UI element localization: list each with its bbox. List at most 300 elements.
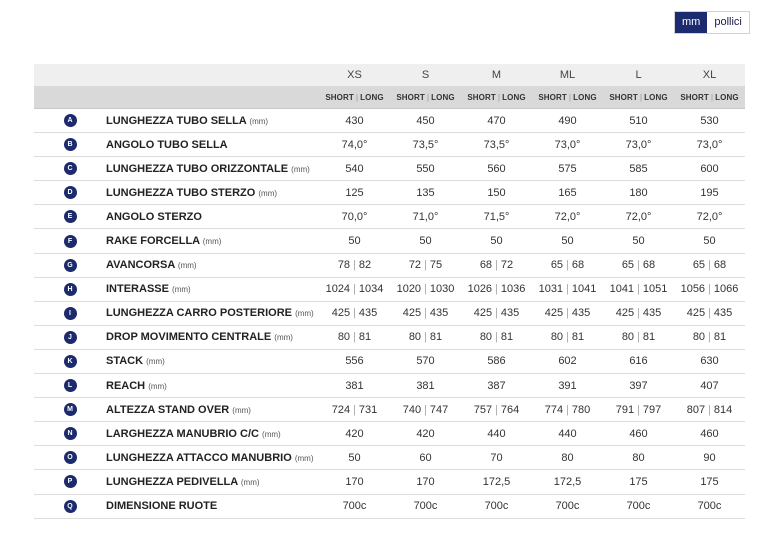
value-cell: 170 (345, 475, 364, 488)
value-cell: 165 (558, 186, 577, 199)
row-label (106, 259, 319, 271)
separator: | (566, 283, 569, 296)
separator: | (495, 307, 498, 320)
value-short: 724 (331, 403, 351, 416)
value-cell: 585 (629, 162, 648, 175)
unit-mm-button[interactable]: mm (675, 12, 707, 33)
value-cell (319, 259, 390, 271)
row-letter-cell (34, 210, 106, 223)
size-header-ml: ML (559, 69, 576, 81)
table-row (34, 278, 745, 302)
value-cell: 73,0° (696, 138, 723, 151)
value-cell: 616 (629, 355, 648, 368)
row-label-text: DROP MOVIMENTO CENTRALE (106, 331, 272, 344)
separator: | (708, 331, 711, 344)
row-letter-cell (34, 451, 106, 464)
value-cell: 195 (700, 186, 719, 199)
value-short: 791 (615, 403, 635, 416)
row-label (106, 428, 319, 440)
row-letter-badge: P (64, 475, 77, 488)
separator: | (497, 92, 501, 102)
value-cell: 540 (345, 162, 364, 175)
value-cell (461, 307, 532, 319)
value-long: 747 (429, 403, 449, 416)
row-unit: (mm) (232, 405, 251, 415)
row-label-text: STACK (106, 355, 144, 368)
value-cell: 73,0° (554, 138, 581, 151)
value-short: 1020 (396, 283, 422, 296)
row-label (106, 380, 319, 392)
value-cell: 387 (487, 379, 506, 392)
value-cell (532, 404, 603, 416)
row-label (106, 476, 319, 488)
value-cell: 70,0° (341, 210, 368, 223)
size-header-xs: XS (347, 69, 362, 81)
row-letter-badge: N (64, 427, 77, 440)
value-cell: 700c (413, 500, 438, 513)
row-label-text: LUNGHEZZA CARRO POSTERIORE (106, 307, 292, 320)
value-cell: 381 (345, 379, 364, 392)
table-row (34, 495, 745, 519)
row-unit: (mm) (240, 477, 260, 487)
separator: | (710, 92, 714, 102)
value-cell: 450 (416, 114, 435, 127)
row-values (319, 211, 745, 223)
value-cell: 72,0° (625, 210, 652, 223)
row-values (319, 331, 745, 343)
value-cell: 440 (487, 427, 506, 440)
geometry-table (34, 64, 745, 519)
value-cell: 700c (626, 500, 651, 513)
size-header-m: M (491, 69, 502, 81)
value-long: 81 (642, 331, 656, 344)
row-label (106, 115, 319, 127)
value-long: 435 (642, 307, 662, 320)
table-row (34, 302, 745, 326)
separator: | (353, 331, 356, 344)
value-short: 68 (479, 259, 493, 272)
value-cell: 170 (416, 475, 435, 488)
table-row (34, 157, 745, 181)
separator: | (708, 307, 711, 320)
row-values (319, 187, 745, 199)
row-letter-cell (34, 307, 106, 320)
value-cell: 420 (345, 427, 364, 440)
row-letter-cell (34, 186, 106, 199)
value-short: 425 (615, 307, 635, 320)
value-long: 435 (429, 307, 449, 320)
row-label-text: AVANCORSA (106, 259, 175, 272)
value-cell (532, 259, 603, 271)
value-short: 1041 (609, 283, 635, 296)
value-short: 80 (692, 331, 706, 344)
long-label: LONG (502, 92, 526, 102)
value-cell: 74,0° (341, 138, 368, 151)
separator: | (566, 259, 569, 272)
value-long: 68 (642, 259, 656, 272)
short-long-header (674, 93, 745, 102)
row-label-text: LUNGHEZZA TUBO SELLA (106, 114, 247, 127)
value-cell (319, 283, 390, 295)
separator: | (637, 307, 640, 320)
separator: | (637, 259, 640, 272)
row-label-text: LUNGHEZZA ATTACCO MANUBRIO (106, 451, 292, 464)
value-cell: 71,0° (412, 210, 439, 223)
value-cell: 460 (700, 427, 719, 440)
row-unit: (mm) (295, 309, 314, 319)
row-letter-badge: M (64, 403, 77, 416)
value-short: 1056 (680, 283, 706, 296)
row-letter-badge: D (64, 186, 77, 199)
row-label-text: ANGOLO TUBO SELLA (106, 138, 228, 151)
value-cell: 391 (558, 379, 577, 392)
separator: | (424, 283, 427, 296)
long-label: LONG (644, 92, 668, 102)
table-row (34, 109, 745, 133)
row-values (319, 283, 745, 295)
value-cell: 71,5° (483, 210, 510, 223)
value-cell: 73,5° (412, 138, 439, 151)
separator: | (424, 259, 427, 272)
value-cell: 570 (416, 355, 435, 368)
table-row (34, 205, 745, 229)
value-cell: 172,5 (482, 475, 511, 488)
value-cell: 420 (416, 427, 435, 440)
value-short: 65 (621, 259, 635, 272)
separator: | (424, 331, 427, 344)
value-cell: 135 (416, 186, 435, 199)
value-short: 80 (479, 331, 493, 344)
value-long: 68 (713, 259, 727, 272)
short-long-header (319, 93, 390, 102)
separator: | (353, 307, 356, 320)
value-cell: 150 (487, 186, 506, 199)
short-label: SHORT (680, 92, 709, 102)
row-label (106, 500, 319, 512)
row-letter-badge: O (64, 451, 77, 464)
value-short: 425 (402, 307, 422, 320)
row-label-text: LUNGHEZZA TUBO ORIZZONTALE (106, 162, 289, 175)
value-cell (603, 404, 674, 416)
value-cell (461, 331, 532, 343)
value-cell: 602 (558, 355, 577, 368)
value-cell: 50 (490, 235, 503, 248)
value-long: 82 (358, 259, 372, 272)
row-unit: (mm) (274, 333, 293, 343)
separator: | (639, 92, 643, 102)
separator: | (566, 331, 569, 344)
value-cell (390, 259, 461, 271)
unit-pollici-button[interactable]: pollici (707, 12, 749, 33)
value-cell: 490 (558, 114, 577, 127)
value-short: 80 (408, 331, 422, 344)
separator: | (353, 259, 356, 272)
row-letter-cell (34, 162, 106, 175)
value-cell: 381 (416, 379, 435, 392)
value-cell: 50 (561, 235, 574, 248)
row-label (106, 163, 319, 175)
row-label (106, 187, 319, 199)
value-short: 80 (550, 331, 564, 344)
separator: | (355, 92, 359, 102)
separator: | (353, 403, 356, 416)
long-label: LONG (431, 92, 455, 102)
value-cell: 180 (629, 186, 648, 199)
value-cell (603, 283, 674, 295)
separator: | (637, 403, 640, 416)
row-label (106, 235, 319, 247)
value-cell (674, 259, 745, 271)
row-letter-badge: C (64, 162, 77, 175)
row-label (106, 404, 319, 416)
separator: | (637, 283, 640, 296)
value-short: 65 (692, 259, 706, 272)
row-unit: (mm) (148, 381, 167, 391)
table-row (34, 398, 745, 422)
row-label-text: DIMENSIONE RUOTE (106, 500, 218, 513)
value-long: 1041 (571, 283, 597, 296)
short-label: SHORT (396, 92, 425, 102)
value-cell: 50 (703, 235, 716, 248)
value-cell: 175 (629, 475, 648, 488)
table-row (34, 181, 745, 205)
value-long: 75 (429, 259, 443, 272)
row-letter-badge: B (64, 138, 77, 151)
row-label-text: LUNGHEZZA PEDIVELLA (106, 475, 238, 488)
value-long: 68 (571, 259, 585, 272)
row-label-text: LARGHEZZA MANUBRIO C/C (106, 427, 259, 440)
row-label-text: LUNGHEZZA TUBO STERZO (106, 186, 256, 199)
short-label: SHORT (467, 92, 496, 102)
value-cell: 90 (703, 451, 716, 464)
row-letter-cell (34, 475, 106, 488)
value-cell: 556 (345, 355, 364, 368)
row-values (319, 355, 745, 367)
value-short: 774 (544, 403, 564, 416)
short-long-header (532, 93, 603, 102)
row-letter-cell (34, 379, 106, 392)
row-label-text: ANGOLO STERZO (106, 210, 202, 223)
row-letter-cell (34, 403, 106, 416)
separator: | (426, 92, 430, 102)
row-label (106, 331, 319, 343)
value-cell: 530 (700, 114, 719, 127)
row-letter-cell (34, 259, 106, 272)
value-cell (674, 331, 745, 343)
table-row (34, 254, 745, 278)
long-label: LONG (360, 92, 384, 102)
value-short: 425 (686, 307, 706, 320)
row-values (319, 452, 745, 464)
row-letter-cell (34, 427, 106, 440)
row-label-text: REACH (106, 379, 146, 392)
value-long: 814 (713, 403, 733, 416)
row-letter-badge: Q (64, 500, 77, 513)
value-cell (532, 283, 603, 295)
row-values (319, 139, 745, 151)
short-long-header-row (34, 86, 745, 109)
value-long: 764 (500, 403, 520, 416)
row-letter-cell (34, 500, 106, 513)
value-short: 807 (686, 403, 706, 416)
row-letter-badge: K (64, 355, 77, 368)
value-short: 1026 (467, 283, 493, 296)
row-letter-badge: L (64, 379, 77, 392)
value-short: 740 (402, 403, 422, 416)
separator: | (495, 403, 498, 416)
row-values (319, 380, 745, 392)
value-cell: 172,5 (553, 475, 582, 488)
long-label: LONG (573, 92, 597, 102)
value-long: 1036 (500, 283, 526, 296)
value-long: 1051 (642, 283, 668, 296)
value-cell: 586 (487, 355, 506, 368)
value-cell: 72,0° (554, 210, 581, 223)
unit-toggle (674, 11, 750, 34)
value-cell (603, 307, 674, 319)
value-cell: 50 (419, 235, 432, 248)
value-cell (319, 331, 390, 343)
value-cell (319, 404, 390, 416)
separator: | (708, 403, 711, 416)
size-header-xl: XL (702, 69, 717, 81)
value-cell (461, 259, 532, 271)
value-short: 80 (337, 331, 351, 344)
row-letter-cell (34, 114, 106, 127)
value-long: 1030 (429, 283, 455, 296)
value-long: 435 (713, 307, 733, 320)
short-long-header (390, 93, 461, 102)
row-letter-badge: J (64, 331, 77, 344)
separator: | (495, 283, 498, 296)
separator: | (708, 283, 711, 296)
separator: | (353, 283, 356, 296)
value-short: 425 (544, 307, 564, 320)
value-cell: 50 (348, 235, 361, 248)
row-unit: (mm) (177, 261, 197, 271)
row-values (319, 428, 745, 440)
value-cell: 73,0° (625, 138, 652, 151)
separator: | (495, 331, 498, 344)
value-cell: 700c (342, 500, 367, 513)
value-short: 425 (473, 307, 493, 320)
row-values (319, 163, 745, 175)
value-long: 435 (500, 307, 520, 320)
value-cell (461, 283, 532, 295)
row-letter-badge: I (64, 307, 77, 320)
row-letter-cell (34, 235, 106, 248)
row-unit: (mm) (249, 116, 269, 126)
value-cell: 575 (558, 162, 577, 175)
value-cell: 700c (555, 500, 580, 513)
value-short: 65 (550, 259, 564, 272)
value-cell: 510 (629, 114, 648, 127)
value-long: 731 (358, 403, 378, 416)
value-cell: 407 (700, 379, 719, 392)
table-row (34, 470, 745, 494)
value-cell: 700c (697, 500, 722, 513)
value-cell (603, 259, 674, 271)
value-short: 425 (331, 307, 351, 320)
value-cell (674, 307, 745, 319)
value-short: 1031 (538, 283, 564, 296)
row-unit: (mm) (258, 188, 278, 198)
short-label: SHORT (538, 92, 567, 102)
value-long: 81 (713, 331, 727, 344)
separator: | (566, 307, 569, 320)
value-cell (390, 331, 461, 343)
value-cell: 60 (419, 451, 432, 464)
row-unit: (mm) (262, 429, 281, 439)
row-letter-cell (34, 331, 106, 344)
value-cell: 72,0° (696, 210, 723, 223)
separator: | (424, 307, 427, 320)
row-letter-badge: G (64, 259, 77, 272)
row-unit: (mm) (291, 164, 310, 174)
value-cell: 73,5° (483, 138, 510, 151)
row-values (319, 404, 745, 416)
value-cell: 397 (629, 379, 648, 392)
row-values (319, 307, 745, 319)
row-letter-badge: H (64, 283, 77, 296)
table-row (34, 422, 745, 446)
table-row (34, 229, 745, 253)
value-short: 80 (621, 331, 635, 344)
value-long: 780 (571, 403, 591, 416)
value-cell (319, 307, 390, 319)
row-unit: (mm) (172, 285, 191, 295)
value-cell: 700c (484, 500, 509, 513)
short-long-header (461, 93, 532, 102)
table-row (34, 446, 745, 470)
value-short: 72 (408, 259, 422, 272)
row-letter-badge: E (64, 210, 77, 223)
value-long: 81 (500, 331, 514, 344)
row-label-text: RAKE FORCELLA (106, 235, 200, 248)
row-values (319, 259, 745, 271)
row-values (319, 115, 745, 127)
short-label: SHORT (609, 92, 638, 102)
separator: | (424, 403, 427, 416)
separator: | (566, 403, 569, 416)
value-cell (461, 404, 532, 416)
row-values (319, 235, 745, 247)
value-long: 797 (642, 403, 662, 416)
value-cell (674, 404, 745, 416)
size-header-row (34, 64, 745, 86)
separator: | (495, 259, 498, 272)
value-cell: 550 (416, 162, 435, 175)
value-cell: 440 (558, 427, 577, 440)
value-long: 81 (429, 331, 443, 344)
value-cell: 50 (632, 235, 645, 248)
row-values (319, 476, 745, 488)
table-row (34, 133, 745, 157)
table-row (34, 374, 745, 398)
row-label (106, 139, 319, 151)
value-cell (390, 404, 461, 416)
row-unit: (mm) (146, 357, 165, 367)
value-long: 435 (358, 307, 378, 320)
table-row (34, 326, 745, 350)
value-cell: 80 (561, 451, 574, 464)
short-long-header (603, 93, 674, 102)
row-values (319, 500, 745, 512)
value-long: 435 (571, 307, 591, 320)
value-cell: 630 (700, 355, 719, 368)
value-cell (532, 307, 603, 319)
value-cell (674, 283, 745, 295)
